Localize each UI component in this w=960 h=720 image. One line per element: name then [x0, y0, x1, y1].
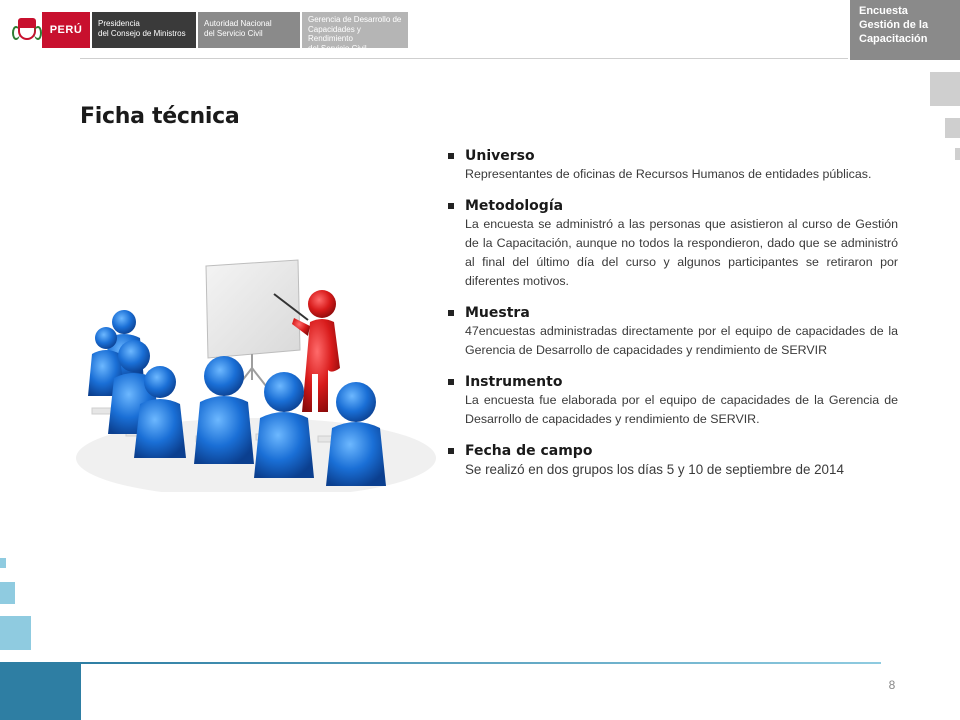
item-title: Metodología	[465, 198, 564, 214]
presentation-meeting-illustration	[66, 258, 436, 492]
item-title: Instrumento	[465, 374, 563, 390]
list-item-universo	[446, 147, 898, 184]
square-bullet-icon	[448, 153, 454, 159]
decor-square	[955, 148, 960, 160]
list-item-instrumento	[446, 373, 898, 429]
decor-square	[930, 72, 960, 106]
technical-sheet-list	[446, 147, 898, 493]
slide-title: Ficha técnica	[80, 104, 240, 129]
decor-square	[0, 662, 81, 720]
list-item-fecha-de-campo	[446, 442, 898, 480]
item-text: 47encuestas administradas directamente por el equipo de capacidades de la Gerencia de Desarrollo de capacidades y rendimiento de SERVIR	[465, 324, 898, 357]
logo-presidencia: Presidencia del Consejo de Ministros	[92, 12, 196, 48]
decor-square	[0, 558, 6, 568]
item-title: Muestra	[465, 305, 530, 321]
survey-tag: Encuesta Gestión de la Capacitación	[850, 0, 960, 60]
item-title: Fecha de campo	[465, 443, 593, 459]
logo-peru: PERÚ	[42, 12, 90, 48]
item-text: Representantes de oficinas de Recursos Humanos de entidades públicas.	[465, 167, 872, 181]
list-item-metodologia	[446, 197, 898, 291]
footer-divider	[81, 662, 881, 664]
logo-gerencia: Gerencia de Desarrollo de Capacidades y Rendimiento del Servicio Civil	[302, 12, 408, 48]
decor-square	[0, 582, 15, 604]
peru-coat-of-arms-icon	[12, 12, 42, 48]
item-text: La encuesta se administró a las personas que asistieron al curso de Gestión de la Capacitación, aunque no todos la respondieron, dado que se administró al final del último día del curso y algunos participantes se retiraron por diferentes motivos.	[465, 217, 898, 288]
list-item-muestra	[446, 304, 898, 360]
decor-square	[945, 118, 960, 138]
item-title: Universo	[465, 148, 535, 164]
square-bullet-icon	[448, 379, 454, 385]
header-divider	[80, 58, 848, 59]
decor-square	[0, 616, 31, 650]
logo-servir: Autoridad Nacional del Servicio Civil	[198, 12, 300, 48]
header-logos	[12, 12, 408, 53]
page-number: 8	[888, 678, 896, 692]
item-text: La encuesta fue elaborada por el equipo de capacidades de la Gerencia de Desarrollo de capacidades y rendimiento de SERVIR.	[465, 393, 898, 426]
square-bullet-icon	[448, 310, 454, 316]
square-bullet-icon	[448, 203, 454, 209]
square-bullet-icon	[448, 448, 454, 454]
item-text: Se realizó en dos grupos los días 5 y 10 de septiembre de 2014	[465, 462, 844, 477]
